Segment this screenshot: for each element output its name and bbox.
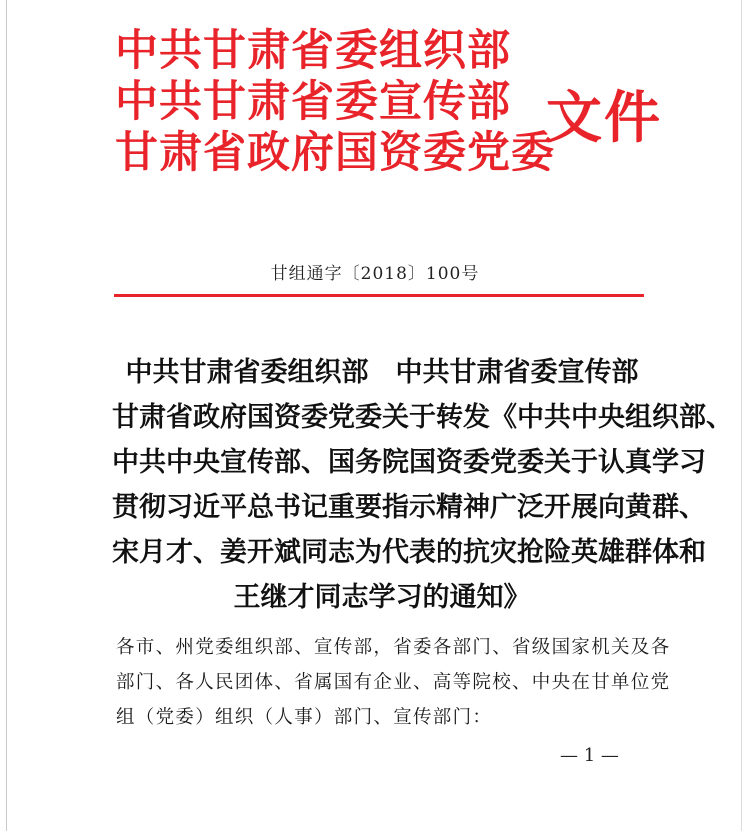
page-number: — 1 —	[560, 745, 619, 766]
title-line: 甘肃省政府国资委党委关于转发《中共中央组织部、	[112, 402, 733, 433]
recipient-line: 组（党委）组织（人事）部门、宣传部门：	[116, 707, 493, 728]
recipient-line: 部门、各人民团体、省属国有企业、高等院校、中央在甘单位党	[116, 672, 671, 693]
page-right-edge	[741, 0, 742, 831]
page-left-edge	[6, 0, 7, 831]
issuer-line: 甘肃省政府国资委党委	[115, 128, 555, 178]
title-line: 中共甘肃省委组织部 中共甘肃省委宣传部	[125, 357, 639, 388]
issuing-organizations	[115, 26, 555, 179]
issuer-line: 中共甘肃省委宣传部	[115, 77, 511, 127]
title-line: 中共中央宣传部、国务院国资委党委关于认真学习	[112, 447, 706, 478]
title-line: 王继才同志学习的通知》	[233, 582, 531, 613]
issuer-line: 中共甘肃省委组织部	[115, 26, 511, 76]
title-line: 宋月才、姜开斌同志为代表的抗灾抢险英雄群体和	[112, 537, 706, 568]
document-word: 文件	[546, 86, 662, 151]
document-number: 甘组通字〔2018〕100号	[270, 264, 480, 284]
document-title	[112, 350, 733, 620]
recipients-paragraph	[116, 630, 671, 735]
red-separator-line	[114, 294, 644, 297]
recipient-line: 各市、州党委组织部、宣传部，省委各部门、省级国家机关及各	[116, 637, 671, 658]
title-line: 贯彻习近平总书记重要指示精神广泛开展向黄群、	[112, 492, 706, 523]
